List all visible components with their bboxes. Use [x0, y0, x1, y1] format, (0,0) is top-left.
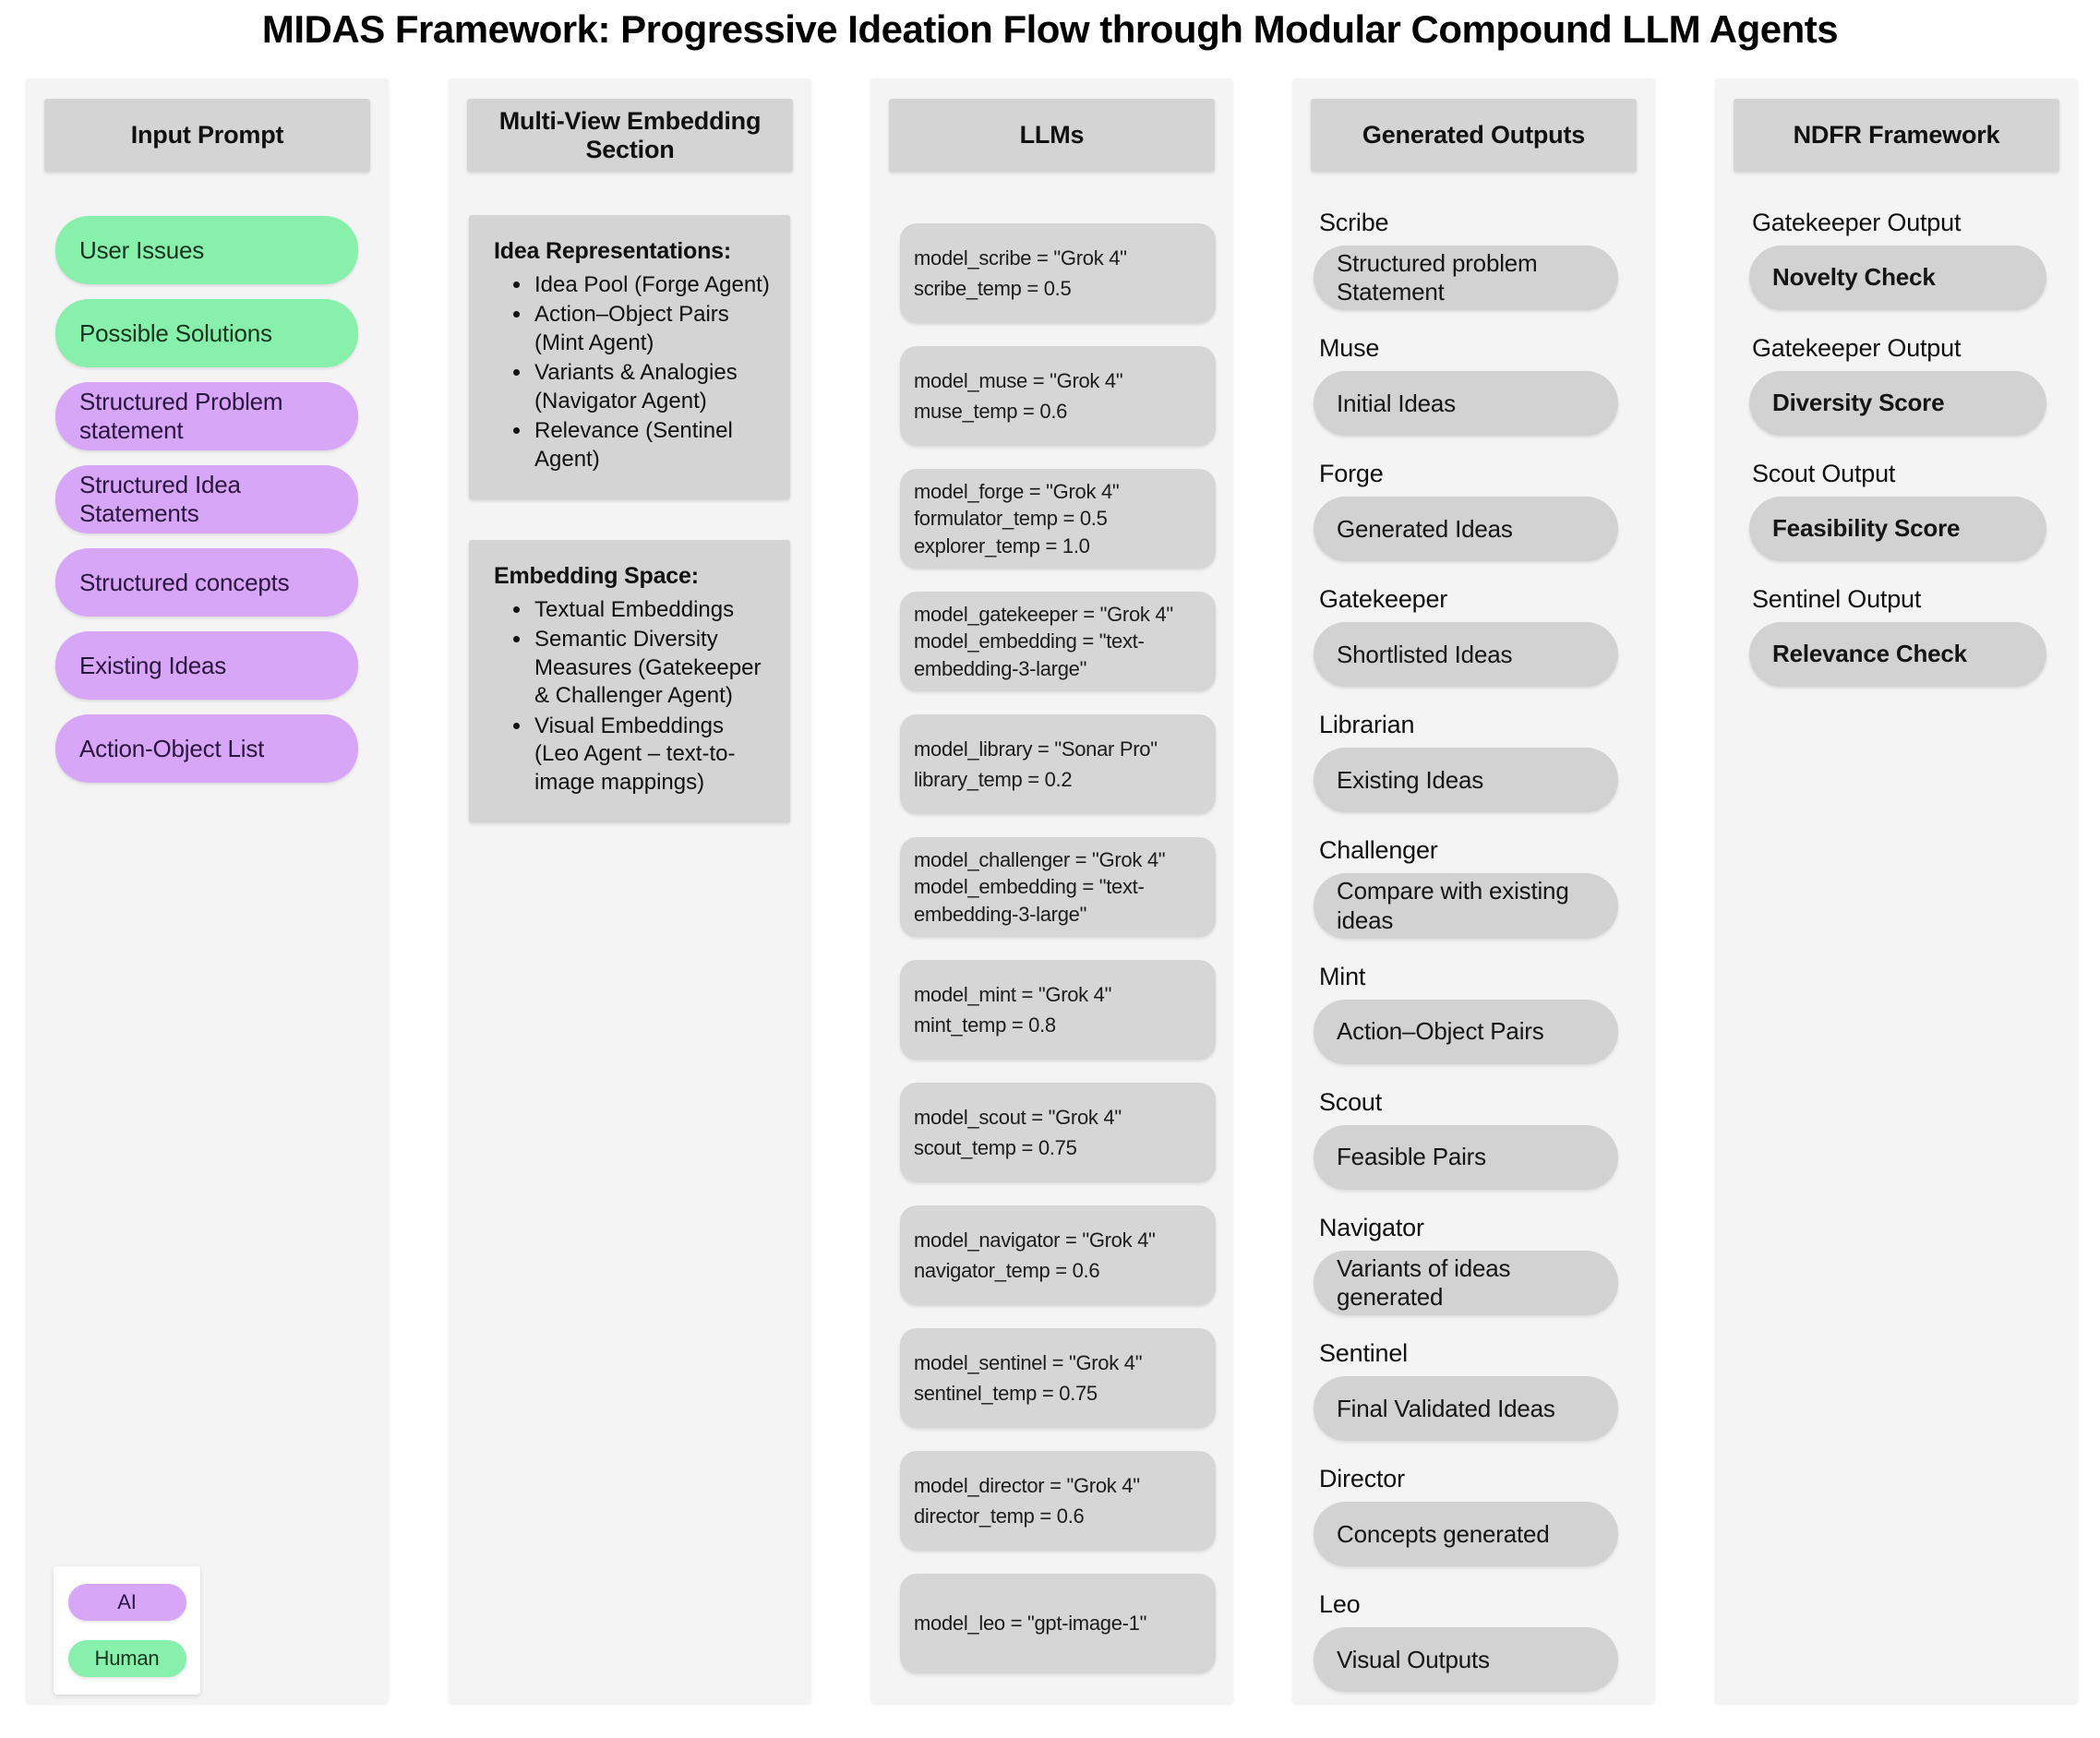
- agent-output-pill: Compare with existing ideas: [1314, 873, 1618, 938]
- agent-output-pill: Feasible Pairs: [1314, 1125, 1618, 1190]
- legend-human-pill: Human: [68, 1640, 186, 1677]
- agent-output-pill: Initial Ideas: [1314, 371, 1618, 436]
- agent-name-label: Librarian: [1319, 711, 1415, 739]
- llm-config-line: model_mint = "Grok 4": [914, 982, 1112, 1006]
- output-item: [1314, 460, 1639, 561]
- output-item: [1314, 334, 1639, 436]
- llm-config-line: scribe_temp = 0.5: [914, 277, 1072, 300]
- llm-config-line: model_muse = "Grok 4": [914, 368, 1123, 392]
- output-item: [1314, 711, 1639, 812]
- agent-output-pill: Structured problem Statement: [1314, 246, 1618, 310]
- input-prompt-pill: Structured Idea Statements: [55, 465, 358, 533]
- agent-name-label: Navigator: [1319, 1213, 1424, 1241]
- column-input-prompt: [26, 78, 389, 1704]
- llm-config-line: muse_temp = 0.6: [914, 400, 1068, 423]
- llm-config-line: explorer_temp = 1.0: [914, 533, 1090, 557]
- output-item: [1314, 836, 1639, 938]
- generated-outputs-list: [1314, 209, 1639, 1692]
- column-generated-outputs: [1292, 78, 1655, 1704]
- agent-name-label: Gatekeeper: [1319, 585, 1448, 614]
- input-prompt-pill: Action-Object List: [55, 714, 358, 783]
- llm-config-box: [900, 469, 1216, 569]
- llm-config-line: model_navigator = "Grok 4": [914, 1228, 1156, 1252]
- output-item: [1314, 1465, 1639, 1566]
- llm-config-line: model_embedding = "text-: [914, 875, 1145, 899]
- agent-output-pill: Action–Object Pairs: [1314, 1000, 1618, 1064]
- llm-config-box: [900, 1205, 1216, 1305]
- idea-representations-box: [469, 215, 790, 499]
- llm-config-line: model_challenger = "Grok 4": [914, 848, 1166, 872]
- llm-config-line: model_library = "Sonar Pro": [914, 737, 1158, 761]
- llm-config-line: model_director = "Grok 4": [914, 1473, 1140, 1497]
- llm-config-box: [900, 960, 1216, 1060]
- ndfr-metric-pill: Novelty Check: [1749, 246, 2046, 310]
- llm-config-line: embedding-3-large": [914, 902, 1087, 926]
- llm-config-box: [900, 1328, 1216, 1428]
- output-item: [1314, 1339, 1639, 1441]
- llm-config-line: model_gatekeeper = "Grok 4": [914, 603, 1173, 627]
- agent-output-pill: Final Validated Ideas: [1314, 1376, 1618, 1441]
- bullet-item: • Relevance (Sentinel Agent): [533, 417, 772, 473]
- idea-representations-list: [494, 271, 772, 473]
- bullet-item: • Textual Embeddings: [533, 596, 772, 624]
- llm-config-line: mint_temp = 0.8: [914, 1013, 1056, 1037]
- llm-config-line: embedding-3-large": [914, 656, 1087, 680]
- llm-config-box: [900, 1574, 1216, 1673]
- agent-output-pill: Existing Ideas: [1314, 748, 1618, 812]
- embedding-space-box: [469, 540, 790, 822]
- llm-config-box: [900, 1451, 1216, 1551]
- input-prompt-pill: Possible Solutions: [55, 299, 358, 367]
- agent-name-label: Leo: [1319, 1590, 1361, 1619]
- agent-name-label: Scribe: [1319, 209, 1389, 236]
- agent-output-pill: Shortlisted Ideas: [1314, 622, 1618, 687]
- bullet-item: • Semantic Diversity Measures (Gatekeeper & Challenger Agent): [533, 626, 772, 710]
- column-embedding-section: [449, 78, 811, 1704]
- output-item: [1314, 963, 1639, 1064]
- llm-config-line: model_scribe = "Grok 4": [914, 246, 1127, 270]
- llm-config-line: library_temp = 0.2: [914, 768, 1073, 791]
- agent-name-label: Challenger: [1319, 836, 1438, 865]
- ndfr-source-label: Sentinel Output: [1752, 585, 1922, 613]
- bullet-item: • Variants & Analogies (Navigator Agent): [533, 359, 772, 415]
- llms-header: LLMs: [889, 99, 1215, 172]
- agent-name-label: Sentinel: [1319, 1339, 1408, 1368]
- diagram-title: MIDAS Framework: Progressive Ideation Flow through Modular Compound LLM Agents: [261, 7, 1839, 51]
- legend: [54, 1566, 200, 1695]
- agent-name-label: Muse: [1319, 334, 1380, 363]
- ndfr-source-label: Gatekeeper Output: [1752, 334, 1962, 362]
- agent-output-pill: Concepts generated: [1314, 1502, 1618, 1566]
- llm-config-box: [900, 592, 1216, 691]
- legend-ai-pill: AI: [68, 1584, 186, 1621]
- llm-config-box: [900, 837, 1216, 937]
- llm-config-list: [900, 223, 1216, 1673]
- llm-config-line: formulator_temp = 0.5: [914, 507, 1108, 531]
- generated-outputs-header: Generated Outputs: [1311, 99, 1637, 172]
- ndfr-metric-pill: Feasibility Score: [1749, 497, 2046, 561]
- input-prompt-pill: Structured concepts: [55, 548, 358, 617]
- agent-name-label: Mint: [1319, 962, 1366, 990]
- embedding-section-header: Multi-View Embedding Section: [467, 99, 793, 172]
- embedding-space-list: [494, 596, 772, 797]
- output-item: [1314, 1214, 1639, 1315]
- agent-output-pill: Visual Outputs: [1314, 1627, 1618, 1692]
- input-prompt-header: Input Prompt: [44, 99, 370, 172]
- llm-config-line: director_temp = 0.6: [914, 1504, 1085, 1528]
- ndfr-item: [1749, 460, 2075, 561]
- ndfr-metric-pill: Diversity Score: [1749, 371, 2046, 436]
- ndfr-framework-header: NDFR Framework: [1734, 99, 2059, 172]
- bullet-item: • Action–Object Pairs (Mint Agent): [533, 301, 772, 357]
- agent-output-pill: Variants of ideas generated: [1314, 1251, 1618, 1315]
- ndfr-item: [1749, 209, 2075, 310]
- agent-output-pill: Generated Ideas: [1314, 497, 1618, 561]
- ndfr-item: [1749, 585, 2075, 687]
- input-prompt-pill: User Issues: [55, 216, 358, 284]
- llm-config-line: navigator_temp = 0.6: [914, 1259, 1100, 1282]
- bullet-item: • Visual Embeddings (Leo Agent – text-to-image mappings): [533, 713, 772, 797]
- ndfr-source-label: Gatekeeper Output: [1752, 209, 1962, 236]
- idea-representations-heading: Idea Representations:: [494, 238, 731, 264]
- llm-config-box: [900, 714, 1216, 814]
- llm-config-line: sentinel_temp = 0.75: [914, 1382, 1098, 1405]
- llm-config-line: model_sentinel = "Grok 4": [914, 1350, 1143, 1374]
- ndfr-outputs-list: [1749, 209, 2075, 687]
- input-prompt-pill-list: [55, 216, 358, 783]
- embedding-space-heading: Embedding Space:: [494, 563, 699, 590]
- llm-config-line: scout_temp = 0.75: [914, 1136, 1077, 1159]
- agent-name-label: Director: [1319, 1465, 1405, 1493]
- agent-name-label: Forge: [1319, 460, 1384, 488]
- llm-config-line: model_scout = "Grok 4": [914, 1105, 1122, 1129]
- column-ndfr-framework: [1715, 78, 2078, 1704]
- output-item: [1314, 1088, 1639, 1190]
- output-item: [1314, 585, 1639, 687]
- column-llms: [870, 78, 1233, 1704]
- llm-config-box: [900, 223, 1216, 323]
- bullet-item: • Idea Pool (Forge Agent): [533, 271, 772, 299]
- llm-config-box: [900, 346, 1216, 446]
- input-prompt-pill: Existing Ideas: [55, 631, 358, 700]
- ndfr-metric-pill: Relevance Check: [1749, 622, 2046, 687]
- llm-config-line: model_embedding = "text-: [914, 629, 1145, 653]
- output-item: [1314, 1590, 1639, 1692]
- output-item: [1314, 209, 1639, 310]
- agent-name-label: Scout: [1319, 1087, 1383, 1116]
- llm-config-box: [900, 1083, 1216, 1182]
- ndfr-item: [1749, 334, 2075, 436]
- ndfr-source-label: Scout Output: [1752, 460, 1896, 487]
- llm-config-line: model_forge = "Grok 4": [914, 480, 1120, 504]
- input-prompt-pill: Structured Problem statement: [55, 382, 358, 450]
- llm-config-line: model_leo = "gpt-image-1": [914, 1612, 1147, 1636]
